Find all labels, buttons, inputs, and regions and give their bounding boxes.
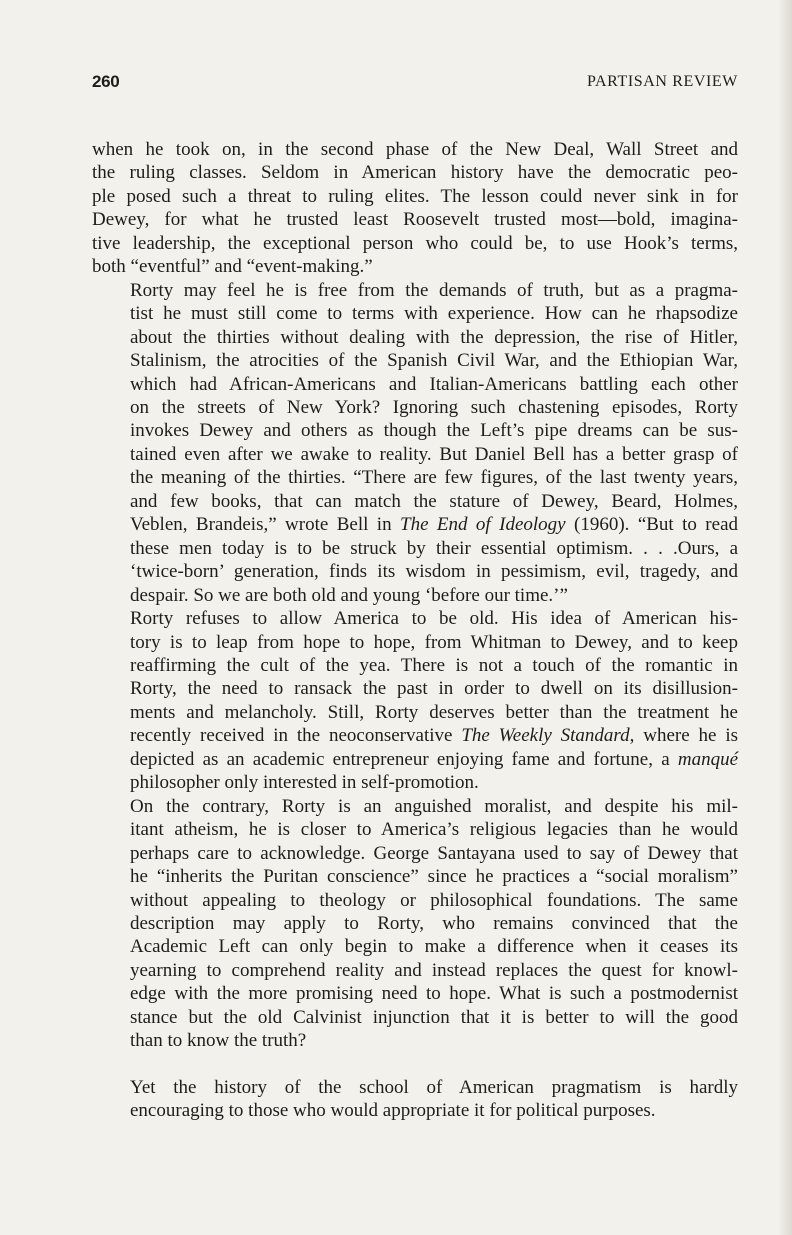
text-line: about the thirties without dealing with the depression, the rise of Hitler, [130, 326, 738, 348]
text-line: depicted as an academic entrepreneur enjoying fame and fortune, a manqué [130, 748, 738, 770]
page-number: 260 [92, 72, 120, 91]
text-line: On the contrary, Rorty is an anguished moralist, and despite his mil- [130, 795, 738, 817]
page-edge-shadow [778, 0, 792, 1235]
text-line: Rorty refuses to allow America to be old. His idea of American his- [130, 608, 738, 630]
paragraph [92, 1076, 738, 1123]
italic-title: The End of Ideology [400, 514, 566, 536]
paragraph [92, 607, 738, 795]
text-line: tory is to leap from hope to hope, from Whitman to Dewey, and to keep [130, 631, 738, 653]
body-text [92, 138, 738, 1123]
text-line: he “inherits the Puritan conscience” since he practices a “social moralism” [130, 866, 738, 888]
text-line: ments and melancholy. Still, Rorty deserves better than the treatment he [130, 701, 738, 723]
text-line: Rorty, the need to ransack the past in order to dwell on its disillusion- [130, 678, 738, 700]
paragraph [92, 279, 738, 607]
text-line: tained even after we awake to reality. But Daniel Bell has a better grasp of [130, 443, 738, 465]
text-line: stance but the old Calvinist injunction that it is better to will the good [130, 1006, 738, 1028]
paragraph [92, 795, 738, 1053]
text-line: tive leadership, the exceptional person who could be, to use Hook’s terms, [92, 232, 738, 254]
text-line: ple posed such a threat to ruling elites. The lesson could never sink in for [92, 185, 738, 207]
text-line: tist he must still come to terms with experience. How can he rhapsodize [130, 303, 738, 325]
text-line: Yet the history of the school of American pragmatism is hardly [130, 1076, 738, 1098]
text-line: philosopher only interested in self-promotion. [130, 772, 479, 794]
running-head [92, 72, 738, 96]
text-line: Dewey, for what he trusted least Roosevelt trusted most—bold, imagina- [92, 209, 738, 231]
text-line: Veblen, Brandeis,” wrote Bell in The End of Ideology (1960). “But to read [130, 514, 739, 536]
paragraph [92, 138, 738, 279]
text-line: which had African-Americans and Italian-Americans battling each other [130, 373, 738, 395]
text-line: on the streets of New York? Ignoring such chastening episodes, Rorty [130, 396, 738, 418]
text-line: and few books, that can match the stature of Dewey, Beard, Holmes, [130, 490, 738, 512]
text-line: perhaps care to acknowledge. George Santayana used to say of Dewey that [130, 842, 738, 864]
section-break [92, 1053, 738, 1076]
text-line: despair. So we are both old and young ‘before our time.’” [130, 584, 568, 606]
text-line: Rorty may feel he is free from the demands of truth, but as a pragma- [130, 279, 738, 301]
text-line: reaffirming the cult of the yea. There is not a touch of the romantic in [130, 654, 738, 676]
text-line: the meaning of the thirties. “There are few figures, of the last twenty years, [130, 467, 738, 489]
text-line: itant atheism, he is closer to America’s religious legacies than he would [130, 819, 738, 841]
text-line: than to know the truth? [130, 1030, 307, 1052]
text-line: when he took on, in the second phase of the New Deal, Wall Street and [92, 139, 738, 160]
text-line: the ruling classes. Seldom in American history have the democratic peo- [92, 162, 738, 184]
text-line: edge with the more promising need to hope. What is such a postmodernist [130, 983, 738, 1005]
text-line: without appealing to theology or philosophical foundations. The same [130, 889, 738, 911]
text-line: encouraging to those who would appropriate it for political purposes. [130, 1100, 656, 1122]
italic-title: The Weekly Standard [461, 725, 630, 747]
text-line: Stalinism, the atrocities of the Spanish Civil War, and the Ethiopian War, [130, 350, 738, 372]
text-line: recently received in the neoconservative The Weekly Standard, where he is [130, 725, 739, 747]
text-line: yearning to comprehend reality and instead replaces the quest for knowl- [130, 959, 738, 981]
text-line: both “eventful” and “event-making.” [92, 256, 373, 278]
text-line: invokes Dewey and others as though the Left’s pipe dreams can be sus- [130, 420, 738, 442]
text-line: description may apply to Rorty, who remains convinced that the [130, 912, 738, 934]
text-line: Academic Left can only begin to make a difference when it ceases its [130, 936, 738, 958]
text-line: these men today is to be struck by their essential optimism. . . .Ours, a [130, 537, 738, 559]
italic-title: manqué [677, 748, 738, 770]
text-line: ‘twice-born’ generation, finds its wisdom in pessimism, evil, tragedy, and [130, 561, 738, 583]
journal-title: PARTISAN REVIEW [586, 73, 738, 90]
